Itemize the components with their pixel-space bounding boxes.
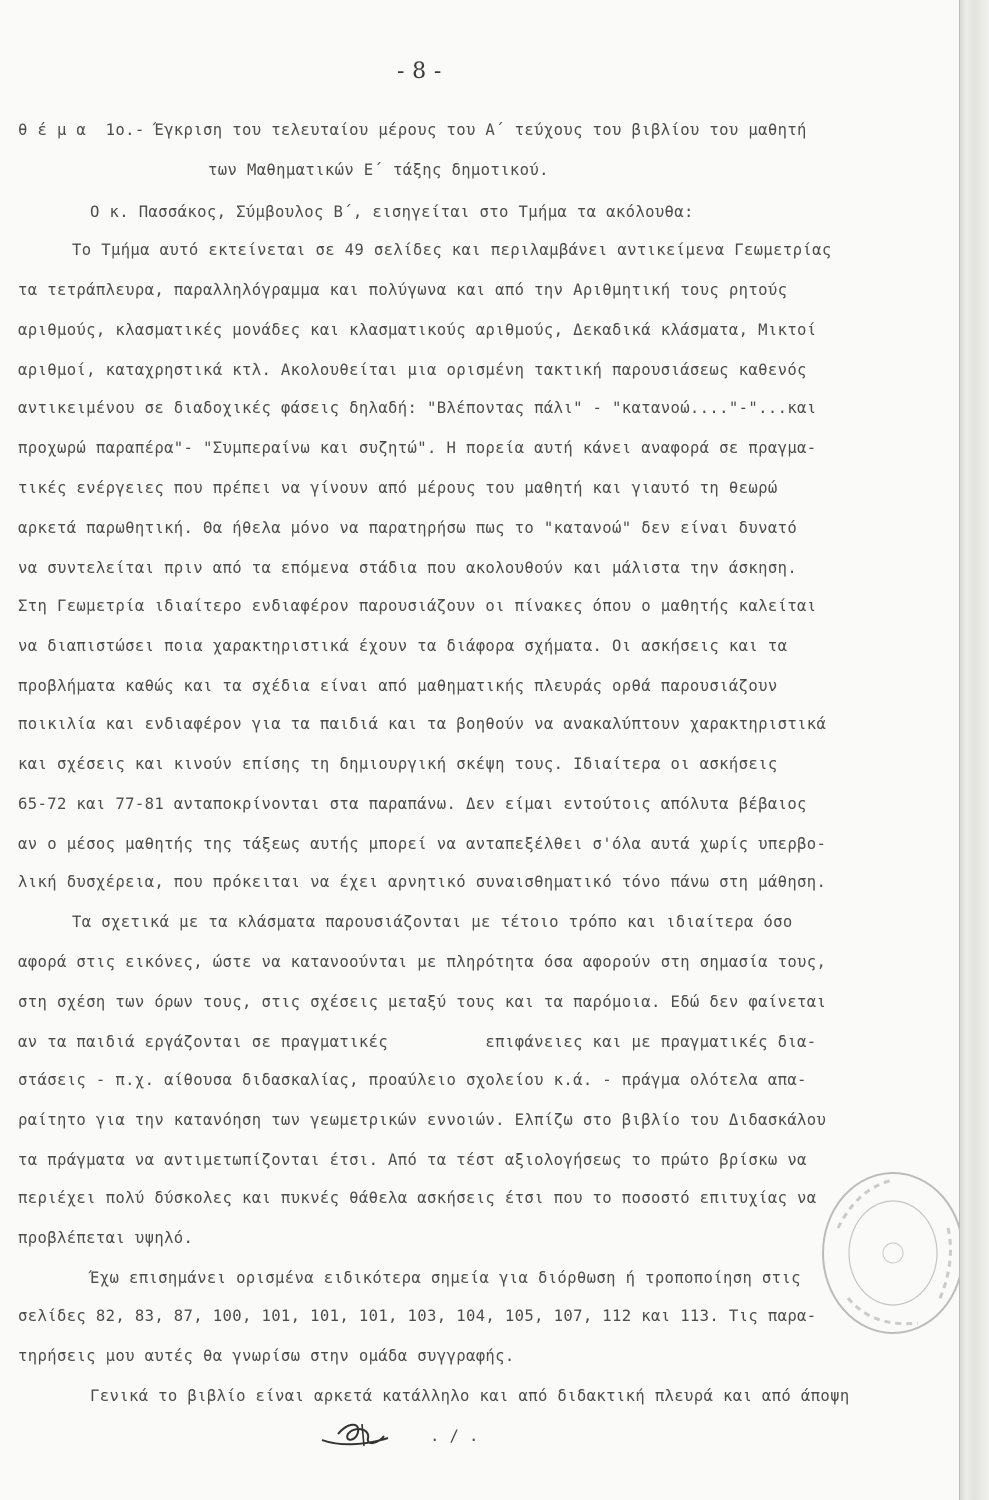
topic-heading-line-2: των Μαθηματικών Ε΄ τάξης δημοτικού. <box>208 161 549 179</box>
body-line: αν ο μέσος μαθητής της τάξεως αυτής μπορεί να ανταπεξέλθει σ'όλα αυτά χωρίς υπερβο- <box>18 835 827 853</box>
body-line: αν τα παιδιά εργάζονται σε πραγματικές επιφάνειες και με πραγματικές δια- <box>18 1033 817 1051</box>
body-line: Στη Γεωμετρία ιδιαίτερο ενδιαφέρον παρουσιάζουν οι πίνακες όπου ο μαθητής καλείται <box>18 597 817 615</box>
body-line: Γενικά το βιβλίο είναι αρκετά κατάλληλο και από διδακτική πλευρά και από άποψη <box>90 1387 850 1405</box>
body-line: αριθμοί, καταχρηστικά κτλ. Ακολουθείται μια ορισμένη τακτική παρουσιάσεως καθενός <box>18 361 807 379</box>
body-line: αφορά στις εικόνες, ώστε να κατανοούνται με πληρότητα όσα αφορούν στη σημασία τους, <box>18 953 827 971</box>
body-line: τικές ενέργειες που πρέπει να γίνουν από μέρους του μαθητή και γιαυτό τη θεωρώ <box>18 479 778 497</box>
topic-heading-line-1: θ έ μ α 1ο.- Έγκριση του τελευταίου μέρους του Α΄ τεύχους του βιβλίου του μαθητή <box>18 121 807 139</box>
body-line: σελίδες 82, 83, 87, 100, 101, 101, 101, 103, 104, 105, 107, 112 και 113. Τις παρα- <box>18 1307 817 1325</box>
body-line: στη σχέση των όρων τους, στις σχέσεις μεταξύ τους και τα παρόμοια. Εδώ δεν φαίνεται <box>18 993 827 1011</box>
body-line: προβλέπεται υψηλό. <box>18 1229 194 1247</box>
body-line: στάσεις - π.χ. αίθουσα διδασκαλίας, προαύλειο σχολείου κ.ά. - πράγμα ολότελα απα- <box>18 1071 807 1089</box>
handwritten-initials-icon <box>318 1416 408 1452</box>
page-number: - 8 - <box>397 59 442 84</box>
rapporteur-intro: Ο κ. Πασσάκος, Σύμβουλος Β΄, εισηγείται στο Τμήμα τα ακόλουθα: <box>90 203 694 221</box>
body-line: να διαπιστώσει ποια χαρακτηριστικά έχουν τα διάφορα σχήματα. Οι ασκήσεις και τα <box>18 637 788 655</box>
body-line: Το Τμήμα αυτό εκτείνεται σε 49 σελίδες και περιλαμβάνει αντικείμενα Γεωμετρίας <box>72 241 832 259</box>
continuation-mark: . / . <box>430 1427 479 1445</box>
body-line: τηρήσεις μου αυτές θα γνωρίσω στην ομάδα συγγραφής. <box>18 1347 515 1365</box>
body-line: Τα σχετικά με τα κλάσματα παρουσιάζονται με τέτοιο τρόπο και ιδιαίτερα όσο <box>72 913 793 931</box>
body-line: τα τετράπλευρα, παραλληλόγραμμα και πολύγωνα και από την Αριθμητική τους ρητούς <box>18 281 788 299</box>
body-line: 65-72 και 77-81 ανταποκρίνονται στα παραπάνω. Δεν είμαι εντούτοις απόλυτα βέβαιος <box>18 795 807 813</box>
body-line: αρκετά παρωθητική. Θα ήθελα μόνο να παρατηρήσω πως το "κατανοώ" δεν είναι δυνατό <box>18 519 798 537</box>
body-line: προχωρώ παραπέρα"- "Συμπεραίνω και συζητώ". Η πορεία αυτή κάνει αναφορά σε πραγμα- <box>18 439 817 457</box>
page-binding-edge <box>959 0 989 1500</box>
body-line: αντικειμένου σε διαδοχικές φάσεις δηλαδή: "Βλέποντας πάλι" - "κατανοώ...."-"...και <box>18 399 817 417</box>
round-seal-stamp-icon <box>818 1168 968 1338</box>
body-line: λική δυσχέρεια, που πρόκειται να έχει αρνητικό συναισθηματικό τόνο πάνω στη μάθηση. <box>18 873 827 891</box>
body-line: να συντελείται πριν από τα επόμενα στάδια που ακολουθούν και μάλιστα την άσκηση. <box>18 559 798 577</box>
body-line: ραίτητο για την κατανόηση των γεωμετρικών εννοιών. Ελπίζω στο βιβλίο του Διδασκάλου <box>18 1111 827 1129</box>
body-line: Έχω επισημάνει ορισμένα ειδικότερα σημεία για διόρθωση ή τροποποίηση στις <box>90 1269 801 1287</box>
body-line: τα πράγματα να αντιμετωπίζονται έτσι. Από τα τέστ αξιολογήσεως το πρώτο βρίσκω να <box>18 1151 807 1169</box>
body-line: ποικιλία και ενδιαφέρον για τα παιδιά και τα βοηθούν να ανακαλύπτουν χαρακτηριστικά <box>18 715 827 733</box>
body-line: περιέχει πολύ δύσκολες και πυκνές θάθελα ασκήσεις έτσι που το ποσοστό επιτυχίας να <box>18 1189 817 1207</box>
body-line: αριθμούς, κλασματικές μονάδες και κλασματικούς αριθμούς, Δεκαδικά κλάσματα, Μικτοί <box>18 321 817 339</box>
body-line: και σχέσεις και κινούν επίσης τη δημιουργική σκέψη τους. Ιδιαίτερα οι ασκήσεις <box>18 755 778 773</box>
body-line: προβλήματα καθώς και τα σχέδια είναι από μαθηματικής πλευράς ορθά παρουσιάζουν <box>18 677 778 695</box>
